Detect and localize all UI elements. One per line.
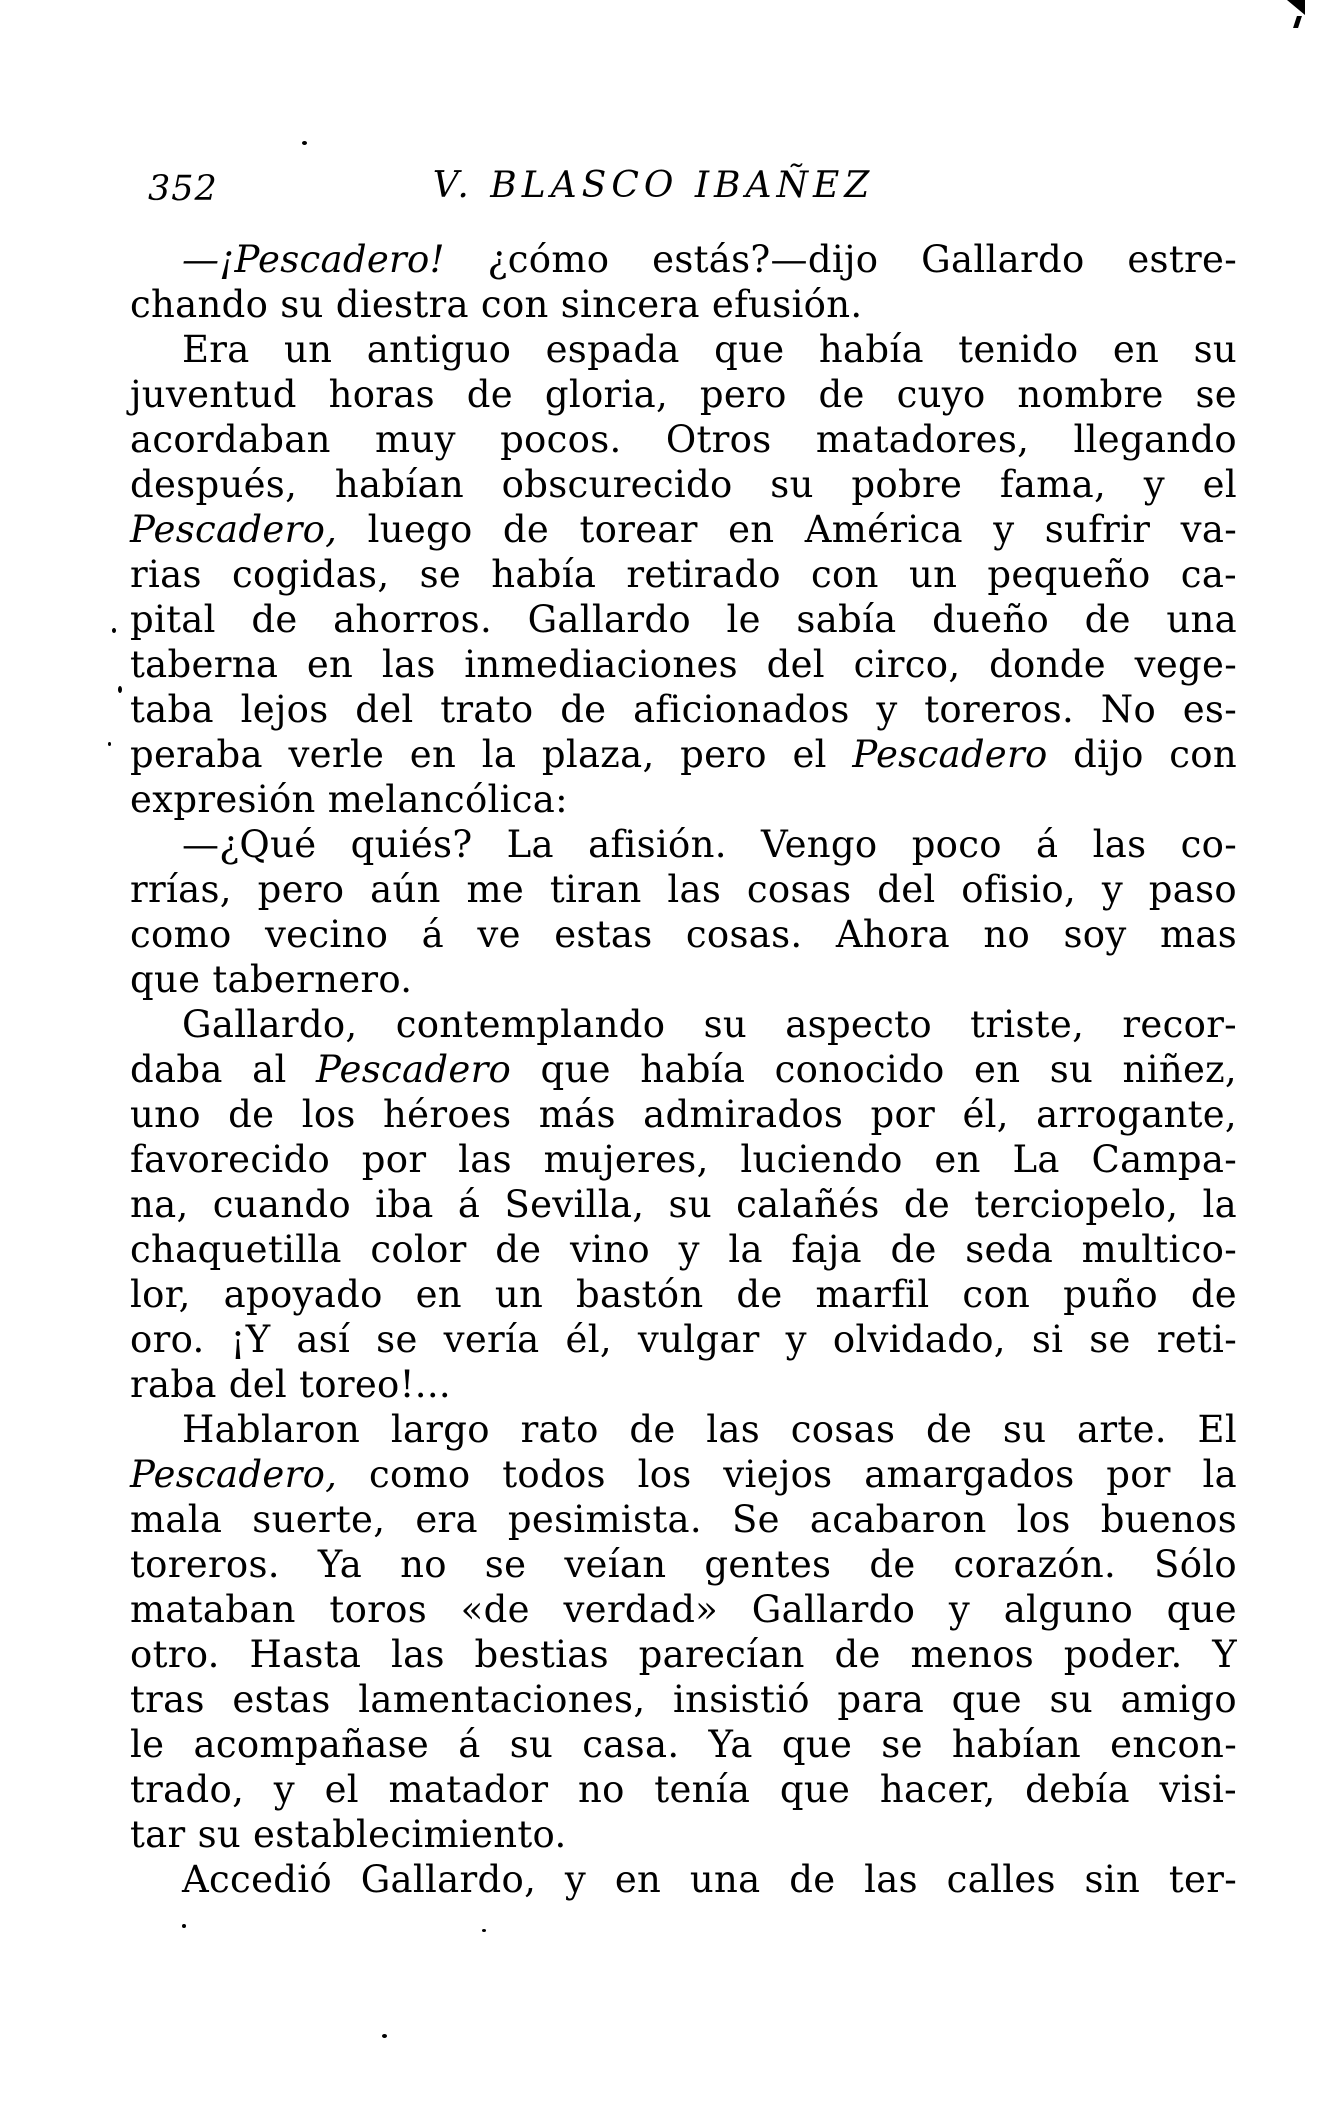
text-line: acordaban muy pocos. Otros matadores, llegando (130, 418, 1237, 461)
text-line: —¡Pescadero! ¿cómo estás?—dijo Gallardo estre- (182, 238, 1237, 281)
text-line: —¿Qué quiés? La afisión. Vengo poco á las co- (182, 823, 1237, 866)
text-line: na, cuando iba á Sevilla, su calañés de terciopelo, la (130, 1183, 1237, 1226)
text-line: favorecido por las mujeres, luciendo en La Campa- (130, 1138, 1237, 1181)
text-line: rias cogidas, se había retirado con un pequeño ca- (130, 553, 1237, 596)
scan-speck (108, 742, 111, 746)
scan-speck (112, 628, 116, 633)
text-line: mataban toros «de verdad» Gallardo y alguno que (130, 1588, 1237, 1631)
page-number: 352 (148, 169, 218, 209)
text-line: Accedió Gallardo, y en una de las calles sin ter- (182, 1858, 1237, 1901)
text-line: mala suerte, era pesimista. Se acabaron los buenos (130, 1498, 1237, 1541)
text-line: oro. ¡Y así se vería él, vulgar y olvidado, si se reti- (130, 1318, 1237, 1361)
text-line: Gallardo, contemplando su aspecto triste, recor- (182, 1003, 1237, 1046)
scan-corner-artifact-tail (1293, 16, 1302, 28)
text-line: tras estas lamentaciones, insistió para que su amigo (130, 1678, 1237, 1721)
text-line: le acompañase á su casa. Ya que se habían encon- (130, 1723, 1237, 1766)
text-line: Era un antiguo espada que había tenido en su (182, 328, 1237, 371)
text-line: chando su diestra con sincera efusión. (130, 283, 863, 326)
text-line: toreros. Ya no se veían gentes de corazón. Sólo (130, 1543, 1237, 1586)
text-line: Hablaron largo rato de las cosas de su arte. El (182, 1408, 1237, 1451)
text-line: rrías, pero aún me tiran las cosas del ofisio, y paso (130, 868, 1237, 911)
running-title: V. BLASCO IBAÑEZ (432, 165, 875, 206)
text-line: peraba verle en la plaza, pero el Pescadero dijo con (130, 733, 1237, 776)
paragraph (130, 1857, 1237, 1902)
paragraph (130, 1002, 1237, 1407)
page-header (130, 165, 1237, 215)
text-line: que tabernero. (130, 958, 413, 1001)
text-line: taberna en las inmediaciones del circo, donde vege- (130, 643, 1237, 686)
text-line: otro. Hasta las bestias parecían de menos poder. Y (130, 1633, 1237, 1676)
paragraph (130, 822, 1237, 1002)
text-line: tar su establecimiento. (130, 1813, 567, 1856)
page-text (130, 237, 1237, 1902)
text-line: daba al Pescadero que había conocido en su niñez, (130, 1048, 1237, 1091)
text-line: uno de los héroes más admirados por él, arrogante, (130, 1093, 1237, 1136)
scan-speck (302, 141, 307, 145)
paragraph (130, 237, 1237, 327)
text-line: como vecino á ve estas cosas. Ahora no soy mas (130, 913, 1237, 956)
text-line: taba lejos del trato de aficionados y toreros. No es- (130, 688, 1237, 731)
text-line: juventud horas de gloria, pero de cuyo nombre se (130, 373, 1237, 416)
text-line: pital de ahorros. Gallardo le sabía dueño de una (130, 598, 1237, 641)
text-line: chaquetilla color de vino y la faja de seda multico- (130, 1228, 1237, 1271)
text-line: después, habían obscurecido su pobre fama, y el (130, 463, 1237, 506)
scan-speck (118, 686, 122, 693)
scan-speck (182, 1924, 186, 1928)
text-line: Pescadero, como todos los viejos amargados por la (130, 1453, 1237, 1496)
text-line: expresión melancólica: (130, 778, 568, 821)
scan-speck (382, 2034, 387, 2038)
scan-speck (482, 1929, 486, 1932)
paragraph (130, 327, 1237, 822)
paragraph (130, 1407, 1237, 1857)
text-line: lor, apoyado en un bastón de marfil con puño de (130, 1273, 1237, 1316)
text-line: Pescadero, luego de torear en América y sufrir va- (130, 508, 1237, 551)
scan-corner-artifact (1287, 0, 1305, 15)
text-line: raba del toreo!... (130, 1363, 451, 1406)
text-line: trado, y el matador no tenía que hacer, debía visi- (130, 1768, 1237, 1811)
